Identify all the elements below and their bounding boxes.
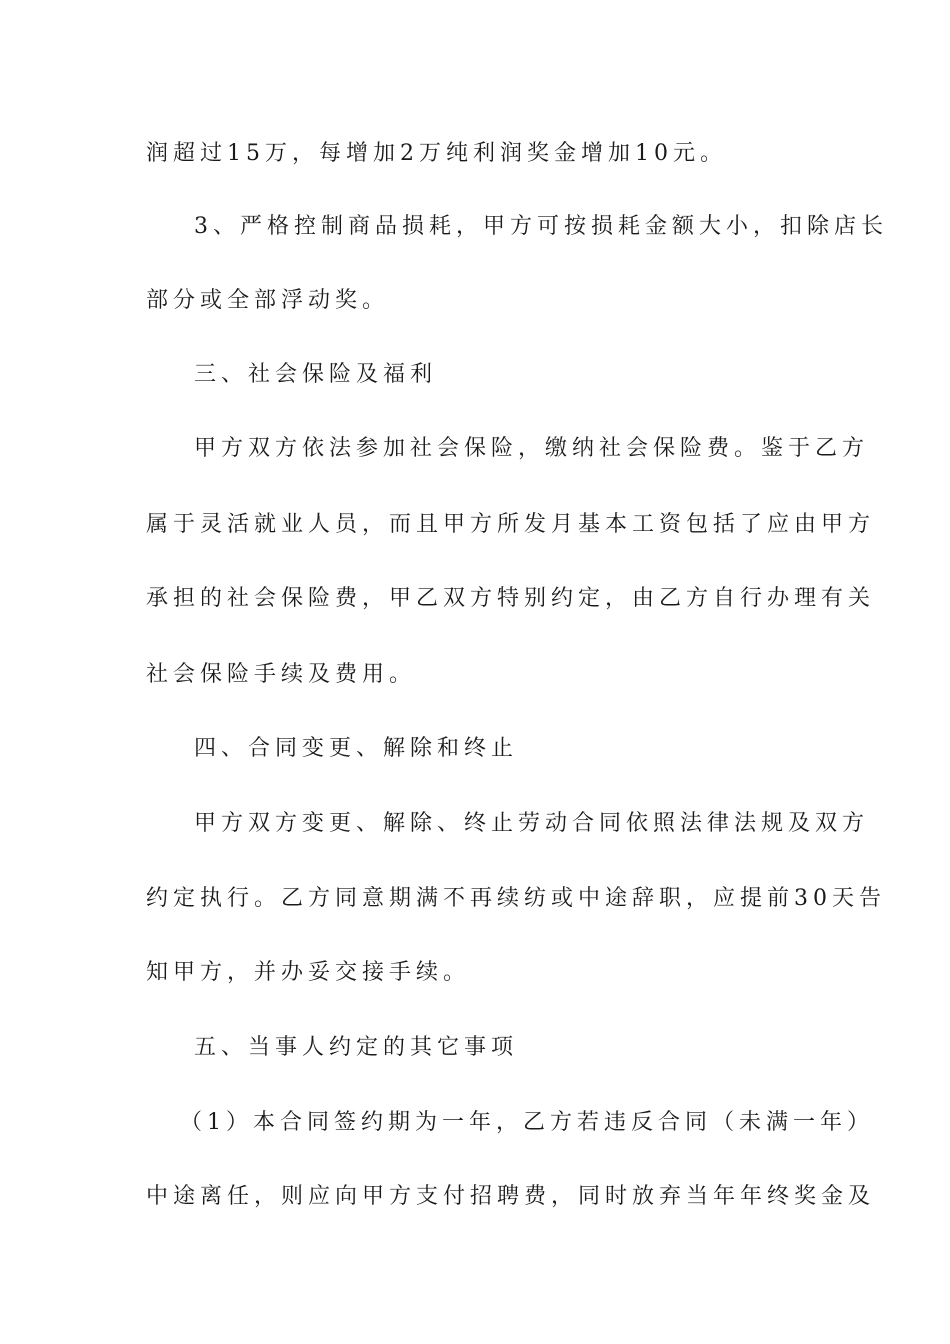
paragraph-line: 社会保险手续及费用。: [146, 662, 417, 687]
clause-item-3: 3、严格控制商品损耗，甲方可按损耗金额大小，扣除店长: [194, 214, 888, 239]
paragraph-line: 属于灵活就业人员，而且甲方所发月基本工资包括了应由甲方: [146, 512, 876, 537]
section-heading-5: 五、当事人约定的其它事项: [194, 1035, 519, 1060]
paragraph-line: 约定执行。乙方同意期满不再续纺或中途辞职，应提前30天告: [146, 886, 886, 911]
paragraph-line: 知甲方，并办妥交接手续。: [146, 960, 471, 985]
paragraph-line: 甲方双方依法参加社会保险，缴纳社会保险费。鉴于乙方: [194, 436, 870, 461]
paragraph-line: 润超过15万，每增加2万纯利润奖金增加10元。: [146, 141, 727, 166]
clause-item-1: （1）本合同签约期为一年，乙方若违反合同（未满一年）: [180, 1110, 874, 1135]
paragraph-line: 中途离任，则应向甲方支付招聘费，同时放弃当年年终奖金及: [146, 1184, 876, 1209]
paragraph-line: 承担的社会保险费，甲乙双方特别约定，由乙方自行办理有关: [146, 586, 876, 611]
paragraph-line: 甲方双方变更、解除、终止劳动合同依照法律法规及双方: [194, 811, 870, 836]
section-heading-3: 三、社会保险及福利: [194, 362, 438, 387]
section-heading-4: 四、合同变更、解除和终止: [194, 736, 519, 761]
paragraph-line: 部分或全部浮动奖。: [146, 288, 390, 313]
